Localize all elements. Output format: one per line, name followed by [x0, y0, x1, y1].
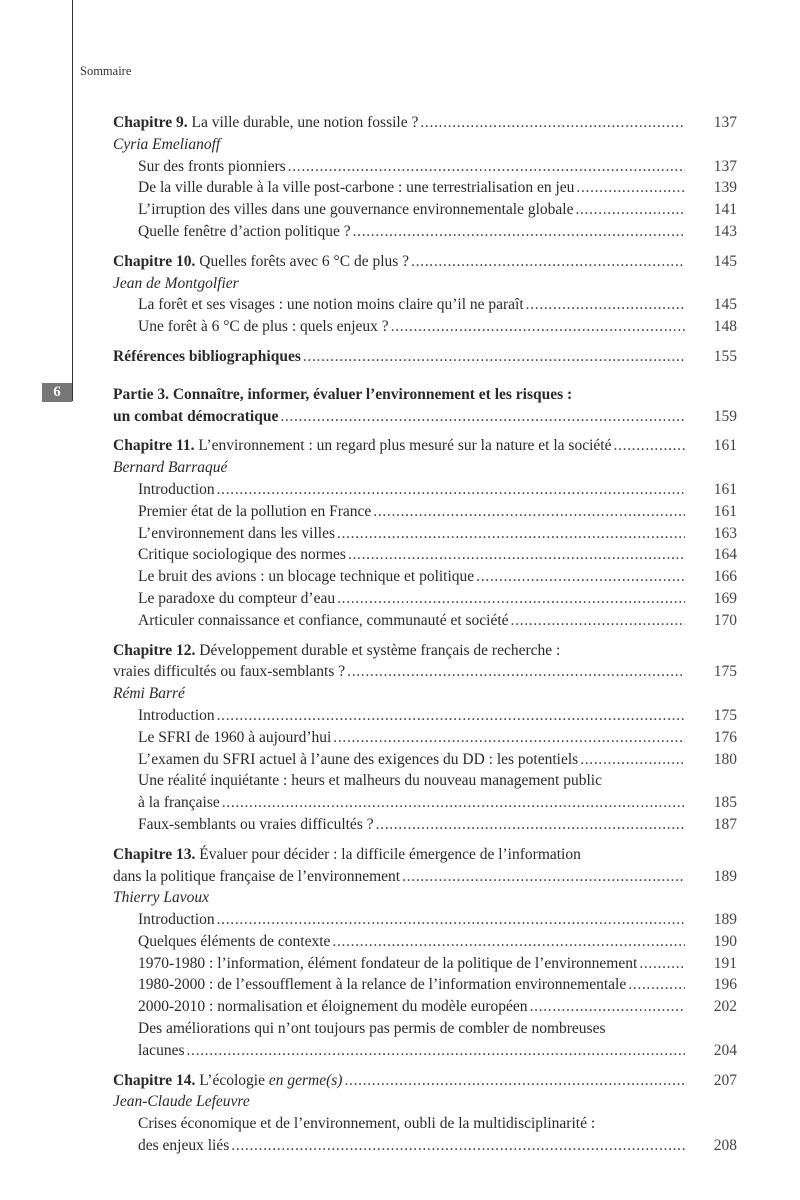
toc-group-chapter: [113, 435, 737, 631]
entry-title: [138, 1040, 184, 1062]
toc-entry-section[interactable]: [113, 199, 737, 221]
dot-leader: [346, 544, 685, 566]
page-number: 169: [713, 589, 737, 607]
dot-leader: [278, 406, 685, 428]
entry-title: [113, 406, 278, 428]
dot-leader: [345, 661, 685, 683]
dot-leader: [215, 479, 685, 501]
toc-line: [113, 931, 737, 953]
toc-entry-section[interactable]: [113, 909, 737, 931]
toc-entry-section[interactable]: [113, 727, 737, 749]
chapter-label: Chapitre 13.: [113, 845, 196, 863]
page-number: 189: [713, 911, 737, 929]
toc-line: [113, 1135, 737, 1157]
dot-leader: [474, 566, 685, 588]
toc-line: [113, 588, 737, 610]
toc-entry-chapter[interactable]: [113, 435, 737, 457]
page-number: 187: [713, 815, 737, 833]
entry-text: Critique sociologique des normes: [138, 546, 346, 564]
toc-entry-part[interactable]: [113, 384, 737, 428]
entry-title: [138, 479, 215, 501]
toc-line: [113, 501, 737, 523]
page-number: 145: [713, 296, 737, 314]
toc-entry-section[interactable]: [113, 177, 737, 199]
entry-text: La forêt et ses visages : une notion moins claire qu’il ne paraît: [138, 296, 524, 314]
dot-leader: [215, 909, 685, 931]
entry-title: [138, 177, 574, 199]
entry-title: [113, 642, 560, 659]
dot-leader: [335, 523, 685, 545]
entry-text: 2000-2010 : normalisation et éloignement du modèle européen: [138, 998, 528, 1016]
toc-line: [113, 199, 737, 221]
toc-line: [113, 727, 737, 749]
entry-text: lacunes: [138, 1041, 185, 1059]
toc-entry-section[interactable]: [113, 814, 737, 836]
toc-line: [113, 112, 737, 134]
toc-line: [113, 705, 737, 727]
page-number: 204: [713, 1041, 737, 1059]
page-number: 191: [713, 954, 737, 972]
entry-title: [113, 1093, 250, 1110]
toc-entry-section[interactable]: [113, 1018, 737, 1062]
entry-title: [138, 588, 335, 610]
chapter-label: Chapitre 11.: [113, 437, 195, 455]
toc-entry-chapter[interactable]: [113, 112, 737, 134]
running-header: Sommaire: [80, 64, 132, 78]
entry-title: [113, 889, 209, 906]
toc-line: [113, 909, 737, 931]
toc-group-chapter: [113, 1070, 737, 1157]
toc-line: [113, 661, 737, 683]
entry-title: [113, 866, 400, 888]
page-number: 207: [713, 1071, 737, 1089]
dot-leader: [400, 866, 685, 888]
entry-text: Des améliorations qui n’ont toujours pas permis de combler de nombreuses: [138, 1020, 606, 1038]
entry-title: [138, 294, 524, 316]
entry-title: [138, 199, 573, 221]
chapter-label: Chapitre 10.: [113, 252, 196, 270]
page-number: 164: [713, 546, 737, 564]
toc-group-part: [113, 384, 737, 428]
entry-text: La ville durable, une notion fossile ?: [191, 114, 419, 131]
toc-entry-chapter[interactable]: [113, 251, 737, 273]
entry-title: [113, 275, 239, 292]
entry-title: [138, 1135, 229, 1157]
dot-leader: [286, 156, 685, 178]
toc-entry-section[interactable]: [113, 544, 737, 566]
toc-line: [113, 523, 737, 545]
page-number: 166: [713, 568, 737, 586]
entry-text: De la ville durable à la ville post-carbone : une terrestrialisation en jeu: [138, 179, 575, 197]
page-number: 189: [713, 867, 737, 885]
toc-entry-section[interactable]: [113, 749, 737, 771]
toc-line: [113, 177, 737, 199]
page-number: 208: [713, 1137, 737, 1155]
page-number: 139: [713, 179, 737, 197]
entry-text: Crises économique et de l’environnement, oubli de la multidisciplinarité :: [138, 1115, 596, 1133]
entry-text: Quelles forêts avec 6 °C de plus ?: [199, 252, 410, 270]
toc-entry-section[interactable]: [113, 610, 737, 632]
page-number: 137: [713, 114, 737, 131]
page-number: 180: [713, 750, 737, 768]
toc-line: [113, 251, 737, 273]
toc-line: [113, 1091, 737, 1113]
chapter-label: Chapitre 14.: [113, 1071, 196, 1089]
entry-title: [138, 501, 371, 523]
toc-entry-section[interactable]: [113, 770, 737, 814]
entry-text: Développement durable et système français de recherche :: [199, 641, 561, 659]
entry-text: Le paradoxe du compteur d’eau: [138, 589, 336, 607]
entry-text: 1980-2000 : de l’essoufflement à la relance de l’information environnementale: [138, 976, 627, 994]
entry-text: L’écologie: [199, 1071, 269, 1089]
entry-title: [138, 544, 346, 566]
toc-entry-author: [113, 457, 737, 479]
toc-entry-section[interactable]: [113, 588, 737, 610]
entry-text: Introduction: [138, 706, 215, 724]
entry-title: [113, 1070, 342, 1092]
chapter-label: Chapitre 9.: [113, 114, 188, 131]
dot-leader: [184, 1040, 685, 1062]
dot-leader: [330, 931, 685, 953]
toc-group-chapter: [113, 844, 737, 1062]
entry-text: 1970-1980 : l’information, élément fondateur de la politique de l’environnement: [138, 954, 638, 972]
entry-title: [138, 814, 374, 836]
entry-text: Articuler connaissance et confiance, communauté et société: [138, 611, 509, 629]
toc-line: [113, 566, 737, 588]
page-number: 190: [713, 932, 737, 950]
dot-leader: [528, 996, 685, 1018]
toc-line: [113, 1070, 737, 1092]
dot-leader: [374, 814, 685, 836]
toc-group-chapter: [113, 251, 737, 338]
entry-emphasis: en germe(s): [268, 1071, 343, 1089]
entry-text: Jean-Claude Lefeuvre: [113, 1093, 250, 1111]
entry-text: Une réalité inquiétante : heurs et malheurs du nouveau management public: [138, 772, 602, 790]
page-number: 170: [713, 611, 737, 629]
entry-title: [138, 931, 330, 953]
entry-text: Cyria Emelianoff: [113, 135, 221, 153]
toc-line: [113, 384, 737, 406]
entry-text: Une forêt à 6 °C de plus : quels enjeux ?: [138, 318, 389, 336]
toc-line: [113, 273, 737, 295]
toc-entry-author: [113, 273, 737, 295]
toc-line: [113, 610, 737, 632]
entry-text: à la française: [138, 794, 220, 812]
toc-line: [113, 544, 737, 566]
entry-text: L’irruption des villes dans une gouvernance environnementale globale: [138, 201, 574, 219]
entry-title: [138, 1020, 605, 1037]
entry-text: Jean de Montgolfier: [113, 274, 239, 292]
toc-entry-section[interactable]: [113, 931, 737, 953]
entry-text: L’environnement dans les villes: [138, 524, 336, 542]
page-number: 202: [713, 998, 737, 1016]
toc-group-chapter: [113, 640, 737, 836]
toc-line: [113, 683, 737, 705]
dot-leader: [229, 1135, 685, 1157]
toc-line: [113, 221, 737, 243]
toc-entry-author: [113, 1091, 737, 1113]
dot-leader: [573, 199, 685, 221]
entry-title: [138, 316, 389, 338]
entry-text: Thierry Lavoux: [113, 889, 210, 907]
toc-line: [113, 974, 737, 996]
entry-title: [113, 435, 611, 457]
toc-entry-section[interactable]: [113, 974, 737, 996]
entry-text: Partie 3. Connaître, informer, évaluer l’environnement et les risques :: [113, 385, 573, 403]
entry-title: [113, 846, 581, 863]
toc-line: [113, 996, 737, 1018]
entry-title: [113, 685, 185, 702]
entry-title: [138, 909, 215, 931]
entry-text: un combat démocratique: [113, 407, 279, 425]
page-number: 161: [713, 437, 737, 455]
toc-line: [113, 1113, 737, 1135]
page-number: 159: [713, 407, 737, 425]
toc-line: [113, 134, 737, 156]
toc-entry-section[interactable]: [113, 523, 737, 545]
page-number: 185: [713, 794, 737, 812]
dot-leader: [331, 727, 685, 749]
page-number: 175: [713, 706, 737, 724]
dot-leader: [301, 346, 685, 368]
toc-line: [113, 156, 737, 178]
entry-title: [138, 772, 602, 789]
toc-entry-chapter[interactable]: [113, 844, 737, 888]
entry-title: [113, 251, 409, 273]
dot-leader: [611, 435, 685, 457]
page-number-badge: 6: [42, 383, 72, 402]
entry-title: [138, 156, 286, 178]
dot-leader: [509, 610, 685, 632]
entry-title: [113, 661, 345, 683]
entry-text: Évaluer pour décider : la difficile émergence de l’information: [199, 845, 581, 863]
dot-leader: [342, 1070, 685, 1092]
dot-leader: [626, 974, 685, 996]
entry-title: [138, 566, 474, 588]
toc-entry-section[interactable]: [113, 316, 737, 338]
entry-text: Rémi Barré: [113, 685, 185, 703]
dot-leader: [389, 316, 685, 338]
toc-line: [113, 844, 737, 866]
toc-line: [113, 457, 737, 479]
toc-line: [113, 316, 737, 338]
toc-entry-author: [113, 887, 737, 909]
entry-title: [138, 953, 637, 975]
toc-entry-section[interactable]: [113, 294, 737, 316]
toc-line: [113, 406, 737, 428]
page-number: 175: [713, 663, 737, 681]
entry-title: [113, 136, 220, 153]
page-number: 145: [713, 252, 737, 270]
entry-title: [113, 346, 301, 368]
toc-line: [113, 814, 737, 836]
toc-entry-author: [113, 134, 737, 156]
entry-title: [138, 974, 626, 996]
dot-leader: [371, 501, 685, 523]
toc-group-chapter: [113, 112, 737, 243]
entry-title: [113, 459, 227, 476]
toc-entry-section[interactable]: [113, 705, 737, 727]
toc-line: [113, 294, 737, 316]
entry-text: vraies difficultés ou faux-semblants ?: [113, 663, 346, 681]
toc-line: [113, 1018, 737, 1040]
toc-entry-author: [113, 683, 737, 705]
entry-text: Premier état de la pollution en France: [138, 502, 372, 520]
dot-leader: [215, 705, 685, 727]
dot-leader: [574, 177, 685, 199]
toc-entry-section[interactable]: [113, 996, 737, 1018]
dot-leader: [351, 221, 685, 243]
entry-text: L’environnement : un regard plus mesuré sur la nature et la société: [198, 437, 612, 455]
toc-entry-chapter[interactable]: [113, 1070, 737, 1092]
toc-line: [113, 479, 737, 501]
entry-title: [138, 705, 215, 727]
entry-text: Bernard Barraqué: [113, 459, 228, 477]
dot-leader: [335, 588, 685, 610]
toc-entry-section[interactable]: [113, 501, 737, 523]
toc-entry-section[interactable]: [113, 479, 737, 501]
dot-leader: [637, 953, 685, 975]
toc-line: [113, 887, 737, 909]
toc-line: [113, 770, 737, 792]
toc-line: [113, 866, 737, 888]
entry-title: [138, 749, 578, 771]
page-number: 176: [713, 728, 737, 746]
dot-leader: [524, 294, 685, 316]
toc-line: [113, 1040, 737, 1062]
page-number: 137: [713, 157, 737, 175]
toc-line: [113, 346, 737, 368]
entry-text: Le SFRI de 1960 à aujourd’hui: [138, 728, 332, 746]
entry-title: [138, 996, 528, 1018]
entry-text: Faux-semblants ou vraies difficultés ?: [138, 815, 374, 833]
toc-group-refs: [113, 346, 737, 368]
entry-title: [138, 523, 335, 545]
entry-text: des enjeux liés: [138, 1137, 230, 1155]
entry-text: Introduction: [138, 911, 215, 929]
toc-entry-refs[interactable]: [113, 346, 737, 368]
toc-line: [113, 792, 737, 814]
entry-title: [138, 727, 331, 749]
chapter-label: Chapitre 12.: [113, 641, 196, 659]
dot-leader: [409, 251, 685, 273]
toc-line: [113, 749, 737, 771]
page-number: 161: [713, 502, 737, 520]
page-number: 143: [713, 222, 737, 240]
dot-leader: [418, 112, 685, 134]
toc-entry-chapter[interactable]: [113, 640, 737, 684]
toc-line: [113, 435, 737, 457]
page-number: 163: [713, 524, 737, 542]
entry-title: [138, 792, 220, 814]
toc-entry-section[interactable]: [113, 156, 737, 178]
toc-entry-section[interactable]: [113, 953, 737, 975]
toc-line: [113, 640, 737, 662]
toc-entry-section[interactable]: [113, 221, 737, 243]
dot-leader: [220, 792, 685, 814]
entry-text: Sur des fronts pionniers: [138, 157, 286, 175]
page-number: 148: [713, 318, 737, 336]
entry-title: [113, 386, 572, 403]
toc-entry-section[interactable]: [113, 566, 737, 588]
margin-rule: [72, 0, 73, 401]
toc-line: [113, 953, 737, 975]
page-number: 196: [713, 976, 737, 994]
entry-text: Quelle fenêtre d’action politique ?: [138, 222, 351, 240]
page-number: 155: [713, 347, 737, 365]
entry-text: dans la politique française de l’environnement: [113, 867, 401, 885]
toc-entry-section[interactable]: [113, 1113, 737, 1157]
entry-text: Le bruit des avions : un blocage technique et politique: [138, 568, 475, 586]
dot-leader: [578, 749, 685, 771]
entry-title: [113, 112, 418, 134]
entry-title: [138, 221, 351, 243]
entry-text: Références bibliographiques: [113, 347, 301, 365]
table-of-contents: [113, 112, 737, 1165]
page-number: 161: [713, 480, 737, 498]
entry-text: Quelques éléments de contexte: [138, 932, 331, 950]
entry-text: Introduction: [138, 480, 215, 498]
page-number: 141: [713, 201, 737, 219]
entry-text: L’examen du SFRI actuel à l’aune des exigences du DD : les potentiels: [138, 750, 579, 768]
entry-title: [138, 610, 509, 632]
entry-title: [138, 1115, 595, 1132]
